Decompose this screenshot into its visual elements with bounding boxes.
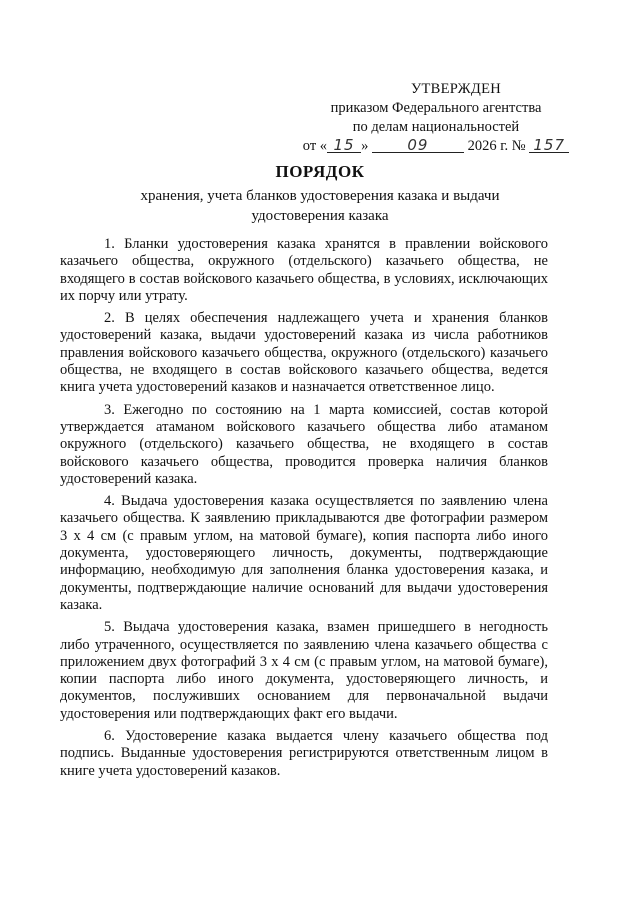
paragraph-6: 6. Удостоверение казака выдается члену казачьего общества под подпись. Выданные удостоверения регистрируются ответственным лицом в книге учета удостоверений казаков.	[60, 728, 548, 779]
date-month-handwritten: 09	[372, 138, 464, 153]
approval-title: УТВЕРЖДЕН	[410, 81, 502, 97]
document-subtitle: хранения, учета бланков удостоверения казака и выдачи удостоверения казака	[140, 188, 500, 224]
paragraph-3: 3. Ежегодно по состоянию на 1 марта комиссией, состав которой утверждается атаманом войскового казачьего общества либо атаманом окружного (отдельского) казачьего общества, не входящего в состав войскового казачьего общества, проводится проверка наличия бланков удостоверений казака.	[60, 401, 548, 487]
paragraph-1: 1. Бланки удостоверения казака хранятся в правлении войскового казачьего общества, окружного (отдельского) казачьего общества, не входящего в состав войскового казачьего общества, в условиях, исключающих их порчу или утрату.	[60, 236, 548, 304]
date-mid: »	[361, 138, 369, 154]
order-number-handwritten: 157	[529, 138, 569, 153]
date-year: 2026 г. №	[467, 138, 526, 154]
document-body	[60, 236, 548, 785]
approval-line-1: приказом Федерального агентства	[330, 100, 542, 116]
paragraph-2: 2. В целях обеспечения надлежащего учета и хранения бланков удостоверений казака, выдачи удостоверений казака из числа работников правления войскового казачьего общества, окружного (отдельского) казачьего общества, не входящего в состав войскового казачьего общества, ведется книга учета удостоверений казаков и назначается ответственное лицо.	[60, 310, 548, 396]
paragraph-4: 4. Выдача удостоверения казака осуществляется по заявлению члена казачьего общества. К заявлению прикладываются две фотографии размером 3 х 4 см (с правым углом, на матовой бумаге), копия паспорта либо иного документа, удостоверяющего личность, документы, подтверждающие информацию, необходимую для заполнения бланка удостоверения казака, и документы, подтверждающие наличие оснований для выдачи удостоверения казака.	[60, 493, 548, 613]
approval-line-2: по делам национальностей	[352, 119, 520, 135]
document-title: ПОРЯДОК	[275, 162, 365, 181]
paragraph-5: 5. Выдача удостоверения казака, взамен пришедшего в негодность либо утраченного, осуществляется по заявлению члена казачьего общества с приложением двух фотографий 3 х 4 см (с правым углом, на матовой бумаге), копии паспорта либо иного документа, удостоверяющего личность, и документов, послуживших основанием для первоначальной выдачи удостоверения или подтверждающих факт его выдачи.	[60, 619, 548, 722]
date-day-handwritten: 15	[327, 138, 361, 153]
date-prefix: от «	[302, 138, 328, 154]
approval-block	[286, 80, 586, 156]
approval-date-line	[286, 137, 586, 156]
